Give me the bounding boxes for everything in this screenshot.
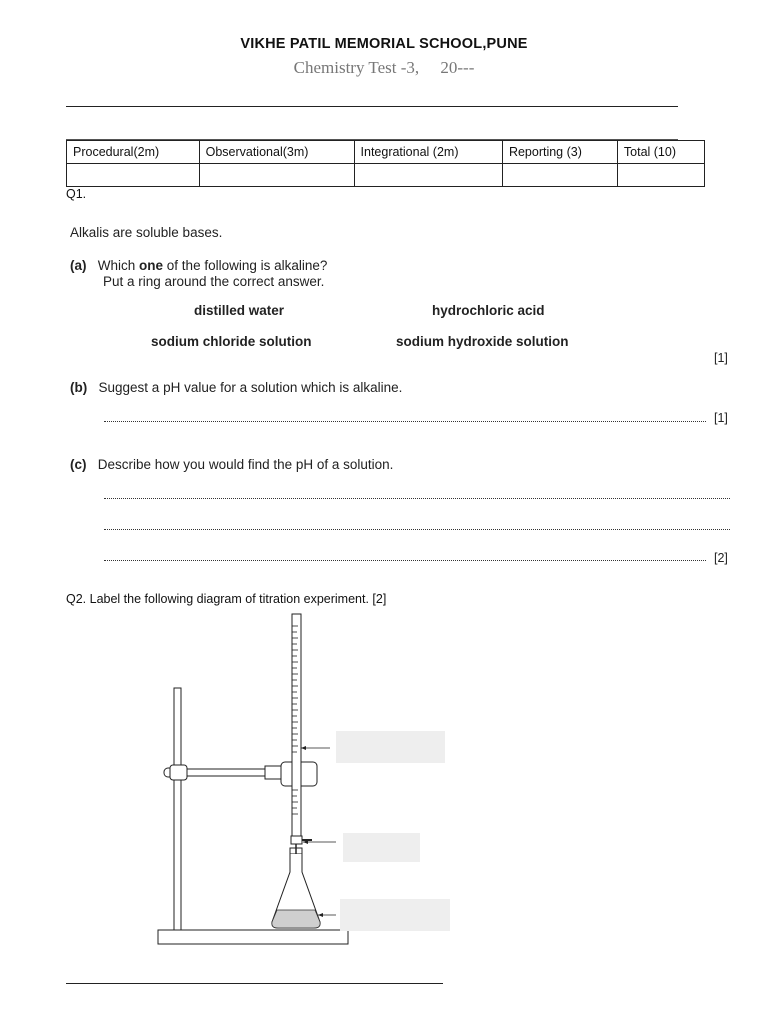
q1a-label: (a) (70, 258, 87, 273)
clamp-joint (265, 766, 281, 779)
retort-rod (174, 688, 181, 930)
q1b-prompt (70, 380, 402, 395)
burette-arrow-icon (301, 746, 306, 750)
q1b-answer-line[interactable] (104, 421, 706, 422)
q1c-answer-line-3[interactable] (104, 560, 706, 561)
option-sodium-hydroxide-solution[interactable]: sodium hydroxide solution (396, 334, 569, 349)
q1b-text: Suggest a pH value for a solution which is alkaline. (98, 380, 403, 395)
q1c-text: Describe how you would find the pH of a solution. (97, 457, 394, 472)
marks-cell-procedural[interactable] (67, 164, 200, 187)
option-distilled-water[interactable]: distilled water (194, 303, 285, 318)
q1a-prompt (70, 258, 327, 290)
label-box-flask[interactable] (340, 899, 450, 931)
marks-cell-reporting[interactable] (502, 164, 617, 187)
option-hydrochloric-acid[interactable]: hydrochloric acid (432, 303, 545, 318)
q1c-marks: [2] (714, 551, 728, 565)
flask-solution (272, 910, 320, 928)
marks-cell-total[interactable] (617, 164, 704, 187)
label-box-burette[interactable] (336, 731, 445, 763)
marks-header-reporting: Reporting (3) (502, 141, 617, 164)
boss-head (170, 765, 187, 780)
burette (292, 614, 301, 838)
q1a-text-post: of the following is alkaline? (163, 258, 328, 273)
q1a-instruction: Put a ring around the correct answer. (103, 274, 325, 289)
q1b-label: (b) (70, 380, 88, 395)
q1a-text-bold: one (139, 258, 164, 273)
label-box-stopcock[interactable] (343, 833, 420, 862)
q1a-marks: [1] (714, 351, 728, 365)
q1a-text-pre: Which (97, 258, 140, 273)
marks-cell-observational[interactable] (199, 164, 354, 187)
school-name: VIKHE PATIL MEMORIAL SCHOOL,PUNE (240, 36, 528, 52)
marks-header-row (67, 141, 705, 164)
q1c-answer-line-2[interactable] (104, 529, 730, 530)
question-1-number: Q1. (66, 187, 87, 201)
q1b-marks: [1] (714, 411, 728, 425)
flask-arrow-icon (318, 913, 323, 917)
stand-base (158, 930, 348, 944)
q1-intro: Alkalis are soluble bases. (70, 225, 223, 240)
marks-entry-row (67, 164, 705, 187)
test-title: Chemistry Test -3, 20--- (293, 58, 475, 77)
q1c-label: (c) (70, 457, 87, 472)
stopcock (291, 836, 302, 844)
q1c-answer-line-1[interactable] (104, 498, 730, 499)
marks-table (66, 140, 705, 187)
header-divider (66, 106, 678, 107)
option-sodium-chloride-solution[interactable]: sodium chloride solution (151, 334, 312, 349)
marks-header-total: Total (10) (617, 141, 704, 164)
marks-header-integrational: Integrational (2m) (354, 141, 502, 164)
marks-header-procedural: Procedural(2m) (67, 141, 200, 164)
footer-rule (66, 983, 443, 984)
q1c-prompt (70, 457, 393, 472)
marks-cell-integrational[interactable] (354, 164, 502, 187)
question-2-prompt: Q2. Label the following diagram of titration experiment. [2] (66, 592, 387, 606)
marks-header-observational: Observational(3m) (199, 141, 354, 164)
